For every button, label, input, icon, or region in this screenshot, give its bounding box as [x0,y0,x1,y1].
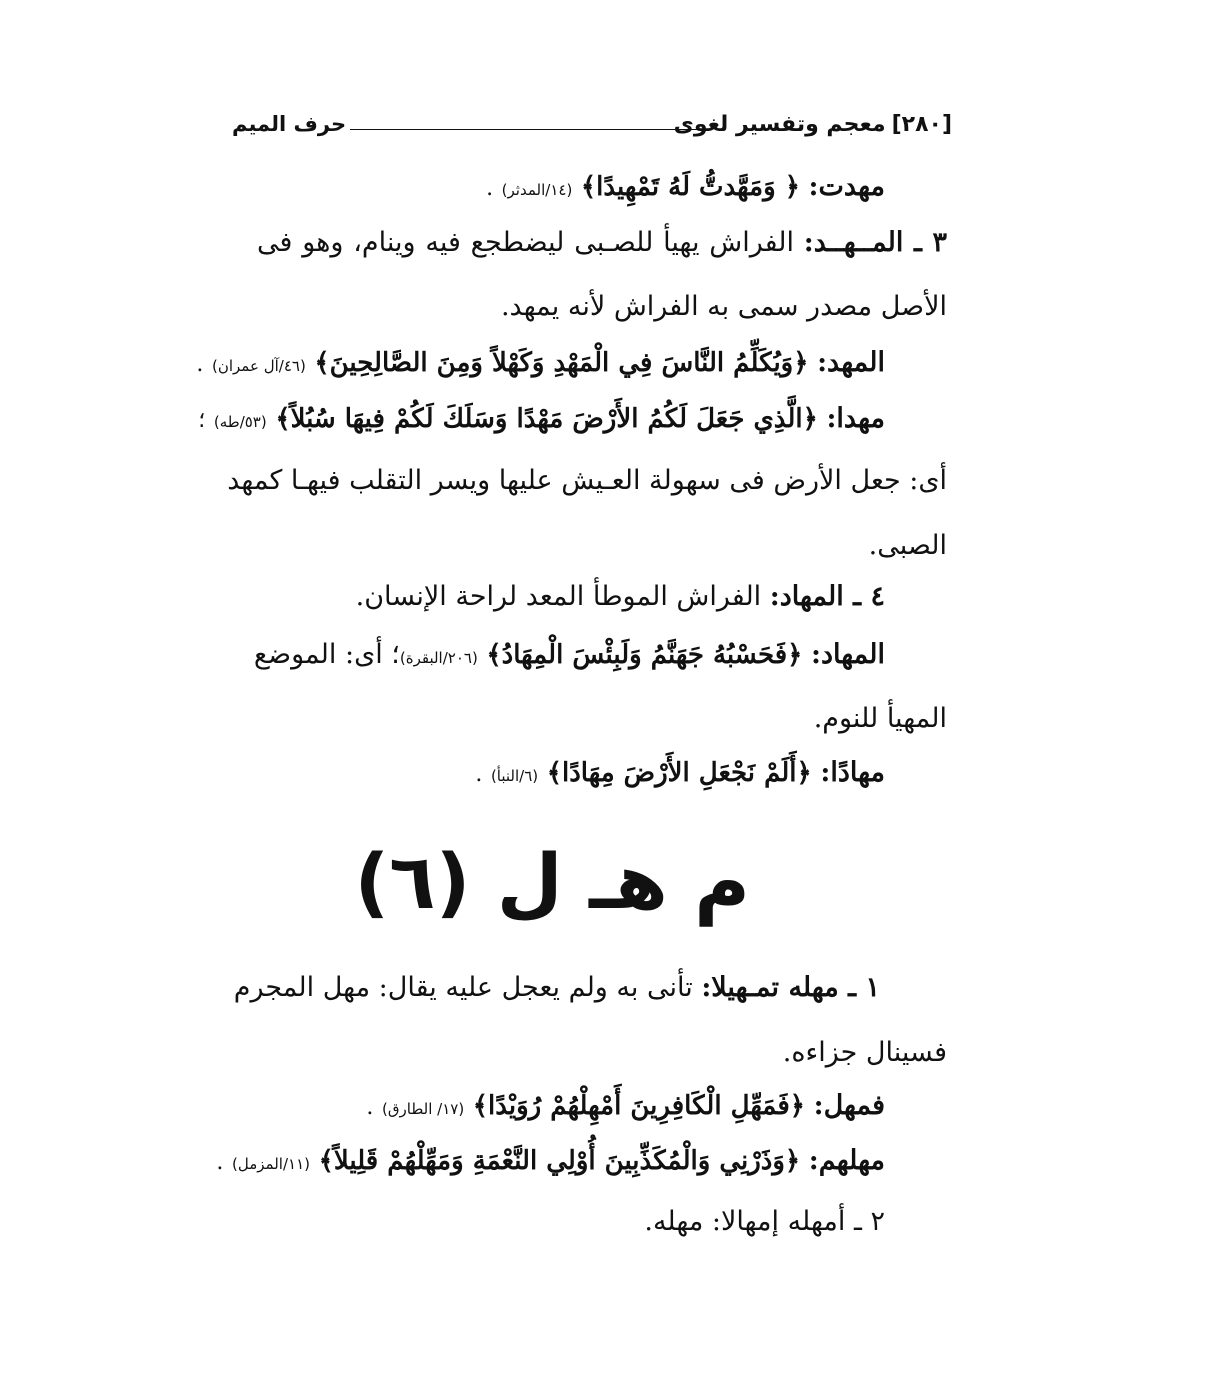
definition-line [814,699,947,739]
quran-verse: ﴿فَحَسْبُهُ جَهَنَّمُ وَلَبِئْسَ الْمِهَادُ﴾ [486,640,803,670]
definition-text: الأصل مصدر سمى به الفراش لأنه يمهد. [500,291,947,322]
entry-heading: ٣ ـ المــهــد: [803,227,947,258]
entry-line: فمهل: ﴿فَمَهِّلِ الْكَافِرِينَ أَمْهِلْهُمْ رُوَيْدًا﴾ (١٧/ الطارق) . [366,1090,885,1121]
verse-reference: (٢٠٦/البقرة) [399,649,478,667]
definition-text: ؛ أى: الموضع [253,639,400,670]
entry-label: مهدا: [826,403,885,434]
definition-text: تأنى به ولم يعجل عليه يقال: مهل المجرم [233,972,693,1003]
entry-label: فمهل: [813,1090,885,1121]
quran-verse: ﴿ وَمَهَّدتُّ لَهُ تَمْهِيدًا﴾ [580,172,800,202]
quran-verse: ﴿وَيُكَلِّمُ النَّاسَ فِي الْمَهْدِ وَكَهْلاً وَمِنَ الصَّالِحِينَ﴾ [314,348,809,378]
entry-label: مهدت: [808,171,885,202]
definition-line [227,461,947,501]
definition-line [783,1033,947,1073]
entry-line: مهدا: ﴿الَّذِي جَعَلَ لَكُمُ الأَرْضَ مَهْدًا وَسَلَكَ لَكُمْ فِيهَا سُبُلاً﴾ (٥٣/طه) ؛ [198,403,885,434]
definition-text: الفراش يهيأ للصـبى ليضطجع فيه وينام، وهو فى [257,227,794,258]
definition-text: الصبى. [868,530,947,561]
definition-line [356,577,885,617]
definition-line [257,223,947,263]
quran-verse: ﴿أَلَمْ نَجْعَلِ الأَرْضَ مِهَادًا﴾ [546,758,812,788]
quran-verse: ﴿وَذَرْنِي وَالْمُكَذِّبِينَ أُوْلِي النَّعْمَةِ وَمَهِّلْهُمْ قَلِيلاً﴾ [318,1146,801,1176]
verse-reference: (٦/النبأ) [490,767,539,785]
definition-line [501,287,947,327]
entry-heading: ٤ ـ المهاد: [769,581,885,612]
entry-label: المهد: [817,347,885,378]
root-section-title: م هـ ل (٦) [354,837,750,926]
page-number: [٢٨٠] [891,112,952,137]
definition-text: ٢ ـ أمهله إمهالا: مهله. [644,1206,885,1237]
definition-text: فسينال جزاءه. [782,1037,947,1068]
entry-line: المهد: ﴿وَيُكَلِّمُ النَّاسَ فِي الْمَهْدِ وَكَهْلاً وَمِنَ الصَّالِحِينَ﴾ (٤٦/آل عمران) . [196,347,885,378]
verse-reference: (٤٦/آل عمران) [212,357,306,375]
quran-verse: ﴿فَمَهِّلِ الْكَافِرِينَ أَمْهِلْهُمْ رُوَيْدًا﴾ [472,1091,806,1121]
entry-heading: ١ ـ مهله تمـهيلا: [701,972,880,1003]
entry-label: مهادًا: [820,757,885,788]
definition-line [644,1202,885,1242]
verse-reference: (١٧/ الطارق) [382,1100,465,1118]
entry-label: مهلهم: [808,1145,885,1176]
definition-text: المهيأ للنوم. [813,703,947,734]
book-title: معجم وتفسير لغوى [673,112,886,137]
entry-line: مهادًا: ﴿أَلَمْ نَجْعَلِ الأَرْضَ مِهَادًا﴾ (٦/النبأ) . [475,757,885,788]
verse-reference: (١٤/المدثر) [501,181,573,199]
entry-line: مهدت: ﴿ وَمَهَّدتُّ لَهُ تَمْهِيدًا﴾ (١٤/المدثر) . [486,171,885,202]
page-header [232,112,952,144]
definition-text: الفراش الموطأ المعد لراحة الإنسان. [355,581,762,612]
entry-label: المهاد: [811,639,885,670]
definition-line [869,526,947,566]
definition-text: أى: جعل الأرض فى سهولة العـيش عليها ويسر التقلب فيهـا كمهد [227,465,947,496]
header-rule [350,129,702,130]
definition-line [233,968,880,1008]
verse-reference: (٥٣/طه) [213,413,267,431]
entry-line [253,635,885,678]
entry-line: مهلهم: ﴿وَذَرْنِي وَالْمُكَذِّبِينَ أُوْلِي النَّعْمَةِ وَمَهِّلْهُمْ قَلِيلاً﴾ (١١/المزمل) . [216,1145,885,1176]
chapter-title: حرف الميم [232,112,347,136]
quran-verse: ﴿الَّذِي جَعَلَ لَكُمُ الأَرْضَ مَهْدًا وَسَلَكَ لَكُمْ فِيهَا سُبُلاً﴾ [275,404,818,434]
book-title-running-head [674,112,952,137]
verse-reference: (١١/المزمل) [232,1155,310,1173]
